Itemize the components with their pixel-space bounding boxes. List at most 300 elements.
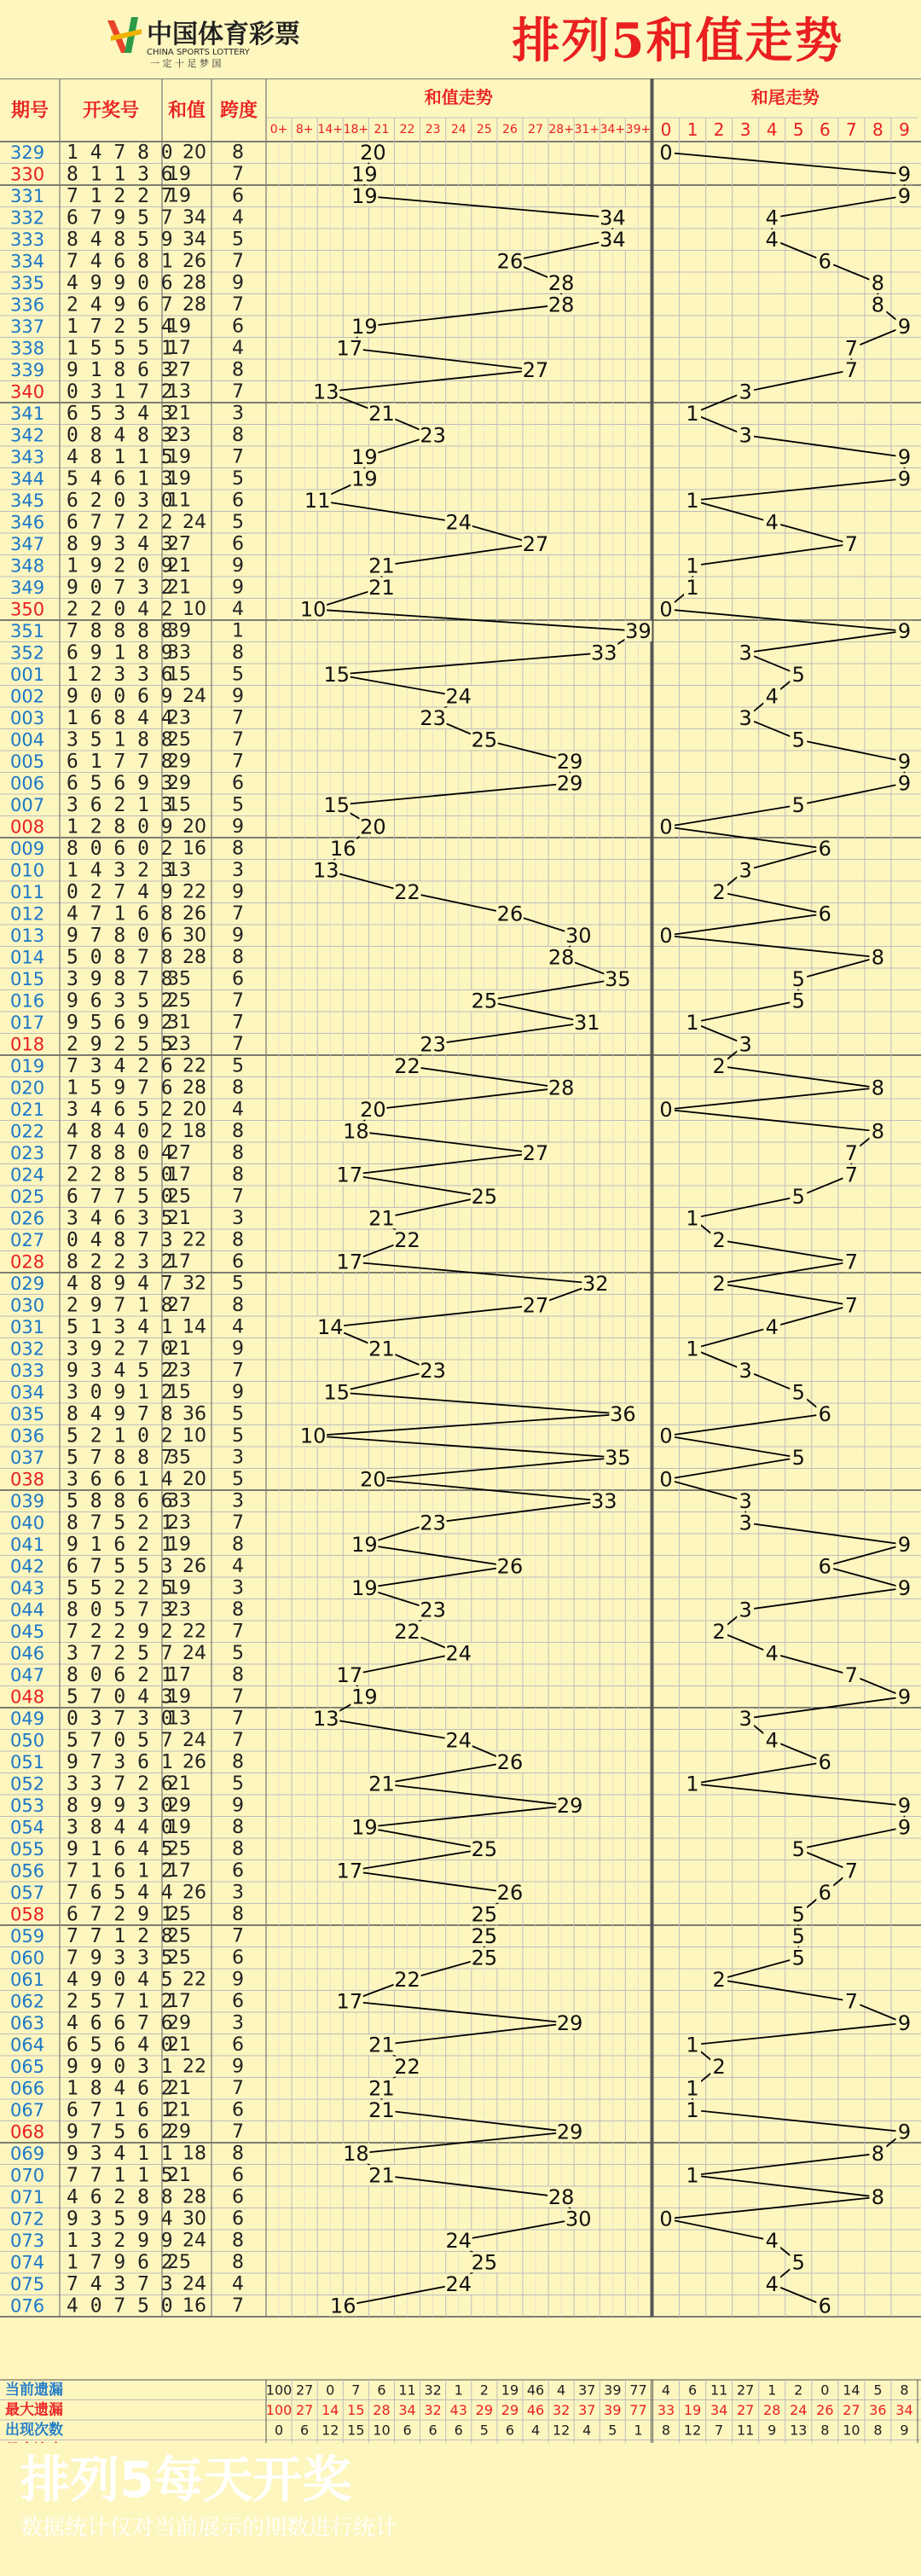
- row-span: 7: [232, 2295, 244, 2317]
- sum-point: 32: [582, 1271, 609, 1296]
- row-period: 002: [10, 686, 45, 707]
- tail-point: 3: [739, 1511, 752, 1535]
- row-sum: 21: [167, 2034, 191, 2056]
- row-period: 037: [10, 1447, 45, 1468]
- sum-point: 23: [420, 1032, 446, 1057]
- row-sum: 22: [182, 1229, 206, 1251]
- row-number: 9 3 4 1 1: [67, 2142, 173, 2165]
- row-sum: 33: [167, 641, 191, 664]
- sum-point: 19: [351, 467, 378, 491]
- row-span: 8: [232, 1664, 244, 1686]
- row-sum: 21: [167, 2077, 191, 2099]
- stat-value: 77: [629, 2401, 647, 2418]
- row-number: 7 2 2 9 2: [67, 1620, 173, 1643]
- row-sum: 27: [167, 359, 191, 381]
- sum-point: 30: [565, 2207, 592, 2231]
- tail-point: 8: [871, 293, 885, 317]
- row-number: 1 7 2 5 4: [67, 315, 173, 338]
- row-period: 329: [10, 142, 45, 163]
- row-number: 3 5 1 8 8: [67, 728, 173, 751]
- row-period: 337: [10, 316, 45, 337]
- sum-point: 21: [368, 1772, 395, 1796]
- tail-point: 1: [686, 401, 699, 426]
- row-span: 3: [232, 859, 244, 881]
- row-period: 347: [10, 533, 45, 554]
- stat-value: 19: [501, 2382, 519, 2399]
- row-span: 9: [232, 1337, 244, 1360]
- row-span: 7: [232, 1621, 244, 1643]
- sum-point: 22: [394, 1053, 420, 1078]
- row-number: 6 2 0 3 0: [67, 489, 173, 512]
- stat-label: 当前遗漏: [5, 2381, 63, 2399]
- row-span: 9: [232, 815, 244, 838]
- row-period: 043: [10, 1577, 45, 1598]
- tail-point: 0: [659, 1424, 673, 1448]
- row-number: 6 7 1 6 1: [67, 2098, 173, 2121]
- tail-point: 0: [659, 1097, 673, 1122]
- row-span: 7: [232, 707, 244, 729]
- tail-point: 6: [818, 1554, 831, 1579]
- row-number: 7 3 4 2 6: [67, 1054, 173, 1077]
- stat-value: 12: [552, 2422, 571, 2439]
- tail-point: 8: [871, 2184, 885, 2209]
- row-period: 045: [10, 1621, 45, 1642]
- sum-bin-label: 31+: [574, 123, 600, 136]
- tail-point: 2: [712, 1967, 726, 1992]
- tail-point: 1: [686, 2097, 699, 2122]
- stat-value: 4: [661, 2382, 671, 2399]
- row-span: 9: [232, 881, 244, 903]
- tail-point: 5: [791, 1445, 805, 1470]
- row-sum: 22: [182, 2056, 206, 2078]
- row-span: 8: [232, 2230, 244, 2252]
- row-number: 7 7 1 2 8: [67, 1924, 173, 1947]
- stat-value: 34: [710, 2401, 728, 2418]
- row-sum: 29: [167, 2012, 191, 2034]
- sum-point: 28: [547, 293, 575, 317]
- tail-point: 2: [712, 1053, 726, 1078]
- row-period: 059: [10, 1925, 45, 1947]
- row-sum: 32: [182, 1273, 206, 1295]
- row-number: 7 6 5 4 4: [67, 1881, 173, 1904]
- row-period: 020: [10, 1077, 45, 1099]
- row-number: 6 5 6 9 3: [67, 772, 173, 795]
- row-sum: 19: [167, 185, 191, 207]
- row-period: 345: [10, 490, 45, 511]
- row-number: 8 9 3 4 3: [67, 532, 173, 555]
- tail-point: 0: [659, 923, 673, 948]
- sum-point: 15: [323, 662, 350, 687]
- row-sum: 25: [167, 989, 191, 1012]
- row-period: 013: [10, 925, 45, 946]
- tail-point: 9: [897, 1575, 912, 1600]
- row-period: 041: [10, 1534, 45, 1555]
- row-number: 7 1 2 2 7: [67, 184, 173, 207]
- tail-point: 9: [897, 749, 912, 774]
- row-number: 6 7 2 9 1: [67, 1903, 173, 1926]
- china-sports-lottery-logo: [102, 10, 375, 70]
- sum-point: 24: [445, 510, 472, 535]
- row-period: 331: [10, 185, 45, 206]
- row-sum: 27: [167, 533, 191, 555]
- row-sum: 10: [182, 1424, 206, 1447]
- row-span: 8: [232, 1120, 244, 1142]
- stat-value: 7: [351, 2382, 361, 2399]
- stat-value: 0: [820, 2382, 830, 2399]
- header-sum-trend: 和值走势: [424, 87, 493, 107]
- row-span: 6: [232, 490, 244, 512]
- stat-value: 37: [578, 2401, 596, 2418]
- row-period: 008: [10, 816, 45, 838]
- row-period: 015: [10, 968, 45, 989]
- tail-bin-label: 4: [766, 119, 778, 140]
- sum-point: 24: [445, 2271, 472, 2296]
- page-header: [0, 0, 921, 78]
- row-span: 6: [232, 1947, 244, 1969]
- sum-point: 30: [565, 923, 592, 948]
- row-period: 072: [10, 2208, 45, 2230]
- sum-point: 26: [496, 1880, 524, 1905]
- row-sum: 28: [182, 2186, 206, 2208]
- sum-point: 15: [323, 792, 350, 817]
- row-span: 3: [232, 403, 244, 425]
- row-period: 009: [10, 838, 45, 859]
- row-period: 036: [10, 1425, 45, 1447]
- stat-value: 29: [501, 2401, 519, 2418]
- row-span: 5: [232, 511, 244, 533]
- tail-point: 6: [818, 2294, 831, 2318]
- sum-point: 23: [420, 1511, 446, 1535]
- row-sum: 25: [167, 728, 191, 751]
- row-number: 1 8 4 6 2: [67, 2077, 173, 2100]
- row-period: 027: [10, 1229, 45, 1250]
- sum-point: 25: [471, 2250, 498, 2275]
- tail-point: 0: [659, 597, 673, 622]
- row-sum: 25: [167, 1838, 191, 1860]
- sum-point: 25: [471, 1946, 498, 1970]
- row-number: 5 5 2 2 5: [67, 1576, 173, 1599]
- row-number: 7 4 6 8 1: [67, 250, 173, 273]
- sum-point: 22: [394, 1619, 420, 1644]
- stat-value: 5: [479, 2422, 489, 2439]
- sum-point: 15: [323, 1380, 350, 1405]
- row-period: 344: [10, 468, 45, 490]
- row-number: 5 7 8 8 7: [67, 1446, 173, 1469]
- row-sum: 24: [182, 2230, 206, 2252]
- row-period: 336: [10, 294, 45, 316]
- row-span: 9: [232, 925, 244, 947]
- row-number: 1 2 8 0 9: [67, 815, 173, 838]
- row-span: 3: [232, 1882, 244, 1904]
- row-period: 031: [10, 1316, 45, 1337]
- sum-bin-label: 25: [476, 123, 492, 136]
- tail-point: 9: [897, 2120, 912, 2144]
- row-span: 8: [232, 1751, 244, 1773]
- row-span: 5: [232, 794, 244, 816]
- stat-value: 15: [347, 2422, 365, 2439]
- tail-point: 2: [712, 879, 726, 904]
- row-sum: 21: [167, 403, 191, 425]
- row-period: 054: [10, 1817, 45, 1838]
- sum-point: 21: [368, 1206, 395, 1231]
- tail-point: 6: [818, 902, 831, 926]
- logo-en-text: CHINA SPORTS LOTTERY: [147, 48, 250, 57]
- tail-point: 7: [844, 1662, 859, 1687]
- tail-point: 1: [686, 488, 699, 513]
- sum-point: 19: [351, 1685, 378, 1709]
- sum-point: 21: [368, 2163, 395, 2188]
- tail-point: 5: [791, 2250, 805, 2275]
- row-span: 8: [232, 424, 244, 446]
- row-span: 8: [232, 1229, 244, 1251]
- row-number: 4 9 0 4 5: [67, 1968, 173, 1991]
- tail-point: 0: [659, 2207, 673, 2231]
- row-span: 8: [232, 1838, 244, 1860]
- row-span: 3: [232, 1490, 244, 1512]
- tail-point: 3: [739, 423, 752, 448]
- sum-point: 21: [368, 1337, 395, 1361]
- row-number: 3 7 2 5 7: [67, 1642, 173, 1665]
- row-span: 9: [232, 685, 244, 707]
- sum-bin-label: 27: [528, 123, 543, 136]
- row-sum: 34: [182, 229, 206, 251]
- row-number: 9 0 0 6 9: [67, 685, 173, 708]
- stat-value: 46: [526, 2382, 545, 2399]
- row-sum: 22: [182, 1621, 206, 1643]
- row-period: 017: [10, 1012, 45, 1033]
- stat-value: 46: [526, 2401, 545, 2418]
- row-sum: 28: [182, 946, 206, 968]
- row-number: 7 4 3 7 3: [67, 2272, 173, 2295]
- sum-bin-label: 21: [374, 123, 390, 136]
- header-period: 期号: [10, 100, 49, 122]
- row-number: 9 6 3 5 2: [67, 989, 173, 1012]
- tail-point: 5: [791, 1184, 805, 1209]
- row-number: 9 1 6 4 5: [67, 1837, 173, 1860]
- sum-point: 19: [351, 183, 378, 208]
- row-number: 9 5 6 9 2: [67, 1011, 173, 1034]
- stat-value: 34: [398, 2401, 416, 2418]
- row-period: 005: [10, 751, 45, 772]
- stat-value: 6: [428, 2422, 437, 2439]
- row-period: 330: [10, 164, 45, 185]
- sum-point: 25: [471, 1902, 498, 1927]
- tail-point: 3: [739, 1032, 752, 1057]
- sum-point: 20: [360, 1467, 386, 1492]
- tail-point: 8: [871, 1119, 885, 1144]
- sum-point: 17: [336, 336, 363, 361]
- row-number: 1 3 2 9 9: [67, 2229, 173, 2252]
- stat-value: 6: [403, 2422, 412, 2439]
- header-number: 开奖号: [82, 100, 140, 122]
- row-span: 8: [232, 838, 244, 860]
- row-period: 334: [10, 251, 45, 272]
- row-span: 9: [232, 1969, 244, 1991]
- row-number: 0 2 7 4 9: [67, 880, 173, 903]
- row-sum: 27: [167, 1294, 191, 1316]
- row-sum: 22: [182, 1969, 206, 1991]
- row-span: 7: [232, 1033, 244, 1055]
- sum-point: 22: [394, 2054, 420, 2079]
- row-period: 057: [10, 1882, 45, 1903]
- sum-point: 18: [343, 1119, 369, 1144]
- tail-point: 0: [659, 815, 673, 839]
- row-span: 3: [232, 1207, 244, 1229]
- row-period: 014: [10, 947, 45, 968]
- row-number: 4 8 1 1 5: [67, 445, 173, 468]
- stat-value: 5: [873, 2382, 883, 2399]
- row-span: 8: [232, 1598, 244, 1621]
- row-period: 004: [10, 729, 45, 751]
- row-period: 346: [10, 512, 45, 533]
- sum-point: 27: [522, 1140, 549, 1165]
- row-number: 3 0 9 1 2: [67, 1381, 173, 1404]
- stat-value: 100: [265, 2401, 293, 2418]
- stat-value: 4: [530, 2422, 541, 2439]
- row-span: 7: [232, 293, 244, 316]
- row-period: 035: [10, 1403, 45, 1424]
- row-number: 9 1 8 6 3: [67, 358, 173, 381]
- tail-point: 9: [897, 2010, 912, 2035]
- stat-value: 6: [300, 2422, 310, 2439]
- sum-point: 17: [336, 1163, 363, 1187]
- row-number: 8 0 6 2 1: [67, 1663, 173, 1686]
- row-period: 051: [10, 1751, 45, 1772]
- stat-value: 27: [736, 2382, 755, 2399]
- tail-point: 3: [739, 858, 752, 883]
- sum-bin-label: 39+: [625, 123, 652, 136]
- row-sum: 19: [167, 163, 191, 185]
- row-period: 058: [10, 1904, 45, 1925]
- row-span: 6: [232, 2186, 244, 2208]
- tail-point: 3: [739, 1488, 752, 1513]
- sum-point: 22: [394, 1227, 420, 1252]
- row-span: 6: [232, 1990, 244, 2012]
- tail-point: 4: [765, 2271, 779, 2296]
- row-span: 9: [232, 1381, 244, 1403]
- row-sum: 29: [167, 2121, 191, 2143]
- row-period: 039: [10, 1490, 45, 1511]
- sum-point: 29: [556, 2010, 583, 2035]
- stat-value: 9: [768, 2422, 777, 2439]
- row-period: 350: [10, 599, 45, 620]
- row-period: 348: [10, 555, 45, 577]
- row-sum: 31: [167, 1012, 191, 1034]
- row-period: 034: [10, 1382, 45, 1403]
- row-sum: 17: [167, 1859, 191, 1882]
- tail-point: 4: [765, 1728, 779, 1753]
- row-number: 8 2 2 3 2: [67, 1250, 173, 1273]
- sum-point: 19: [351, 1815, 378, 1840]
- stat-label: 最大遗漏: [5, 2401, 63, 2419]
- row-span: 4: [232, 1555, 244, 1577]
- tail-point: 5: [791, 966, 805, 991]
- row-sum: 28: [182, 1076, 206, 1099]
- stat-value: 28: [763, 2401, 781, 2418]
- stat-value: 26: [816, 2401, 834, 2418]
- stat-value: 27: [295, 2382, 314, 2399]
- row-number: 5 7 0 4 3: [67, 1685, 173, 1709]
- stat-value: 39: [604, 2401, 622, 2418]
- sum-point: 17: [336, 1250, 363, 1274]
- row-span: 7: [232, 250, 244, 272]
- tail-point: 3: [739, 705, 752, 730]
- row-sum: 25: [167, 2251, 191, 2273]
- row-sum: 35: [167, 1447, 191, 1469]
- row-number: 9 3 5 9 4: [67, 2208, 173, 2231]
- sum-point: 16: [330, 2294, 356, 2318]
- sum-point: 29: [556, 771, 583, 796]
- row-sum: 24: [182, 2273, 206, 2295]
- row-sum: 10: [182, 598, 206, 620]
- row-sum: 21: [167, 2164, 191, 2186]
- stat-value: 37: [578, 2382, 596, 2399]
- row-sum: 22: [182, 1055, 206, 1077]
- stat-value: 9: [900, 2422, 909, 2439]
- row-period: 340: [10, 381, 45, 403]
- sum-point: 10: [299, 1424, 327, 1448]
- stat-value: 10: [373, 2422, 391, 2439]
- sum-point: 26: [496, 1554, 524, 1579]
- row-number: 2 2 0 4 2: [67, 598, 173, 621]
- row-span: 7: [232, 751, 244, 773]
- row-number: 4 6 2 8 8: [67, 2185, 173, 2208]
- row-span: 7: [232, 2077, 244, 2099]
- row-sum: 21: [167, 2099, 191, 2121]
- row-number: 2 9 7 1 8: [67, 1294, 173, 1317]
- tail-point: 8: [871, 2141, 885, 2166]
- row-span: 8: [232, 359, 244, 381]
- row-sum: 19: [167, 1685, 191, 1708]
- tail-bin-label: 7: [846, 119, 857, 140]
- tail-point: 1: [686, 2033, 699, 2057]
- row-number: 6 5 3 4 3: [67, 402, 173, 425]
- row-number: 2 4 9 6 7: [67, 293, 173, 316]
- sum-point: 26: [496, 902, 524, 926]
- row-period: 019: [10, 1055, 45, 1076]
- row-number: 3 9 2 7 0: [67, 1337, 173, 1361]
- tail-point: 9: [897, 618, 912, 643]
- stat-value: 6: [505, 2422, 515, 2439]
- row-period: 024: [10, 1164, 45, 1186]
- sum-point: 25: [471, 989, 498, 1013]
- tail-point: 1: [686, 1010, 699, 1035]
- sum-point: 19: [351, 1532, 378, 1557]
- sum-point: 17: [336, 1859, 363, 1883]
- row-span: 7: [232, 446, 244, 468]
- row-number: 9 0 7 3 2: [67, 576, 173, 599]
- sum-point: 35: [605, 966, 631, 991]
- row-span: 7: [232, 163, 244, 185]
- header-sum: 和值: [167, 100, 206, 122]
- sum-point: 14: [316, 1314, 344, 1339]
- sum-point: 33: [591, 1488, 617, 1513]
- tail-point: 7: [844, 1140, 859, 1165]
- stat-value: 14: [321, 2401, 339, 2418]
- row-sum: 28: [182, 293, 206, 316]
- row-span: 9: [232, 1795, 244, 1817]
- sum-point: 17: [336, 1989, 363, 2014]
- row-number: 4 9 9 0 6: [67, 271, 173, 294]
- row-number: 4 8 4 0 2: [67, 1120, 173, 1143]
- tail-point: 5: [791, 989, 805, 1013]
- row-sum: 25: [167, 1925, 191, 1947]
- row-period: 341: [10, 403, 45, 424]
- stat-value: 8: [900, 2382, 909, 2399]
- tail-point: 9: [897, 1532, 912, 1557]
- sum-point: 26: [496, 1749, 524, 1774]
- row-period: 339: [10, 359, 45, 380]
